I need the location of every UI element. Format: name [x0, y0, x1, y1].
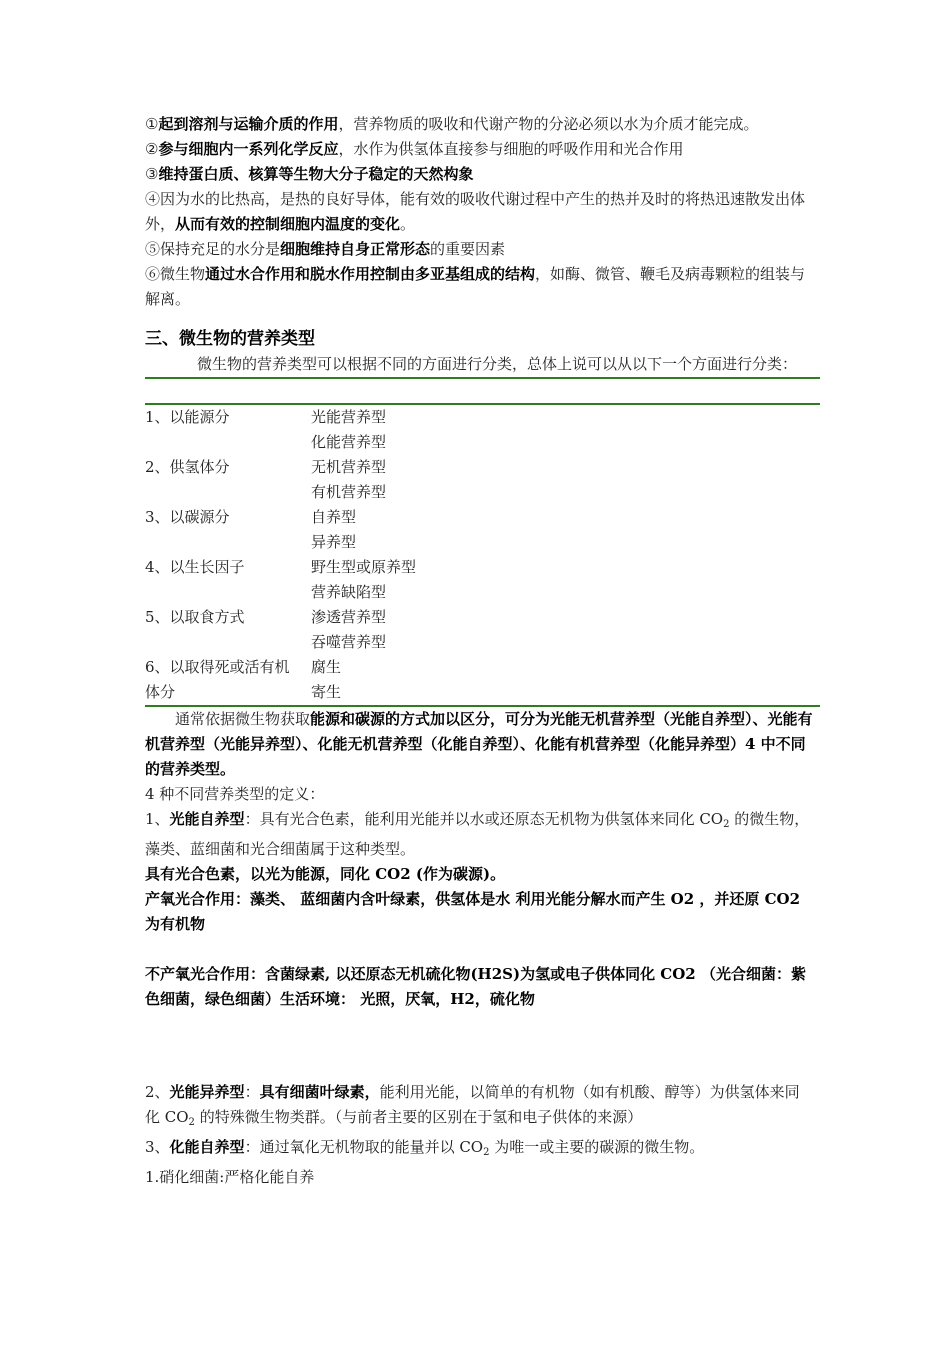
table-criterion: 1、以能源分	[145, 408, 230, 426]
def-text: ：	[244, 1083, 260, 1101]
item-5	[145, 237, 813, 262]
table-row	[145, 605, 820, 655]
definition-3	[145, 1135, 813, 1165]
def-text: ：通过氧化无机物取的能量并以 CO	[244, 1138, 484, 1156]
table-row	[145, 455, 820, 505]
definition-1	[145, 807, 813, 862]
table-types	[311, 505, 820, 555]
item-text: 因为水的比热高，是热的良好导体，能有效的吸收代谢过程中产生的热并及时的将热迅速散发出体外，	[145, 190, 806, 233]
document-page	[145, 112, 813, 1190]
item-3	[145, 162, 813, 187]
table-type-item: 有机营养型	[311, 483, 387, 501]
item-4	[145, 187, 813, 237]
subscript: 2	[483, 1147, 490, 1158]
section-heading: 三、微生物的营养类型	[145, 329, 315, 349]
table-criterion: 3、以碳源分	[145, 508, 230, 526]
summary-paragraph	[145, 707, 813, 782]
table-criterion: 6、以取得死或活有机体分	[145, 658, 290, 701]
table-type-item: 自养型	[311, 508, 357, 526]
def-term: 光能自养型	[169, 810, 245, 828]
table-type-item: 化能营养型	[311, 433, 387, 451]
item-6	[145, 262, 813, 312]
item-text: ，营养物质的吸收和代谢产物的分泌必须以水为介质才能完成。	[338, 115, 759, 133]
item-bold-text: 从而有效的控制细胞内温度的变化	[175, 215, 401, 233]
item-marker: ②	[145, 140, 159, 158]
item-text: 的重要因素	[430, 240, 506, 258]
summary-text: 通常依据微生物获取	[175, 710, 311, 728]
table-types	[311, 605, 820, 655]
bold-line-3	[145, 962, 813, 1012]
table-types	[311, 555, 820, 605]
def-text: 为唯一或主要的碳源的微生物。	[489, 1138, 705, 1156]
item-text: ，水作为供氢体直接参与细胞的呼吸作用和光合作用	[338, 140, 684, 158]
table-type-item: 异养型	[311, 533, 357, 551]
definitions-title: 4 种不同营养类型的定义：	[145, 785, 325, 803]
divider-rule	[145, 377, 820, 379]
item-text: 。	[400, 215, 416, 233]
bold-line-2	[145, 887, 813, 937]
table-criterion: 5、以取食方式	[145, 608, 245, 626]
item-text: 微生物	[160, 265, 206, 283]
table-type-item: 寄生	[311, 683, 342, 701]
def-term: 化能自养型	[169, 1138, 245, 1156]
last-line: 1.硝化细菌:严格化能自养	[145, 1168, 315, 1186]
bold-text: 不产氧光合作用：含菌绿素, 以还原态无机硫化物(H2S)为氢或电子供体同化 CO2 （光合细菌：紫色细菌，绿色细菌）生活环境： 光照，厌氧，H2，硫化物	[145, 965, 806, 1008]
table-row	[145, 555, 820, 605]
item-text: ，如酶、微管、鞭毛及病毒颗粒的组装与解离。	[145, 265, 806, 308]
table-types	[311, 404, 820, 455]
table-type-item: 吞噬营养型	[311, 633, 387, 651]
table-type-item: 野生型或原养型	[311, 558, 417, 576]
section-intro: 微生物的营养类型可以根据不同的方面进行分类，总体上说可以从以下一个方面进行分类：	[197, 355, 798, 373]
table-criterion: 2、供氢体分	[145, 458, 230, 476]
item-2	[145, 137, 813, 162]
table-type-item: 腐生	[311, 658, 342, 676]
item-bold-text: 通过水合作用和脱水作用控制由多亚基组成的结构	[205, 265, 536, 283]
table-type-item: 无机营养型	[311, 458, 387, 476]
def-number: 2、	[145, 1083, 170, 1101]
table-type-item: 营养缺陷型	[311, 583, 387, 601]
item-bold-text: 维持蛋白质、核算等生物大分子稳定的天然构象	[158, 165, 474, 183]
def-text: ：具有光合色素，能利用光能并以水或还原态无机物为供氢体来同化 CO	[244, 810, 724, 828]
item-text: 保持充足的水分是	[160, 240, 281, 258]
table-row	[145, 404, 820, 455]
def-bold-text: 具有细菌叶绿素，	[259, 1083, 380, 1101]
table-type-item: 光能营养型	[311, 408, 387, 426]
def-text: 的特殊微生物类群。（与前者主要的区别在于氢和电子供体的来源）	[194, 1108, 643, 1126]
definition-2	[145, 1080, 813, 1135]
item-bold-text: 起到溶剂与运输介质的作用	[158, 115, 339, 133]
table-row	[145, 505, 820, 555]
item-bold-text: 参与细胞内一系列化学反应	[158, 140, 339, 158]
bold-text: 产氧光合作用：藻类、 蓝细菌内含叶绿素，供氢体是水 利用光能分解水而产生 O2 ，并还原 CO2 为有机物	[145, 890, 801, 933]
table-row	[145, 655, 820, 706]
nutrition-type-table	[145, 403, 820, 707]
item-1	[145, 112, 813, 137]
item-marker: ⑤	[145, 240, 161, 258]
item-marker: ③	[145, 165, 159, 183]
def-text: 的微生物，藻类、蓝细菌和光合细菌属于这种类型。	[145, 810, 810, 858]
subscript: 2	[723, 819, 730, 830]
table-criterion: 4、以生长因子	[145, 558, 245, 576]
summary-bold-text: 能源和碳源的方式加以区分，可分为光能无机营养型（光能自养型）、光能有机营养型（光能异养型）、化能无机营养型（化能自养型）、化能有机营养型（化能异养型）4 中不同的营养类型。	[145, 710, 813, 778]
item-marker: ⑥	[145, 265, 161, 283]
table-types	[311, 455, 820, 505]
bold-text: 具有光合色素，以光为能源，同化 CO2 (作为碳源)。	[145, 865, 506, 883]
item-marker: ①	[145, 115, 159, 133]
item-bold-text: 细胞维持自身正常形态	[280, 240, 431, 258]
def-number: 1、	[145, 810, 170, 828]
def-number: 3、	[145, 1138, 170, 1156]
item-marker: ④	[145, 190, 161, 208]
bold-line-1	[145, 862, 813, 887]
def-text: 能利用光能，以简单的有机物（如有机酸、醇等）为供氢体来同化 CO	[145, 1083, 800, 1126]
table-types	[311, 655, 820, 706]
table-type-item: 渗透营养型	[311, 608, 387, 626]
def-term: 光能异养型	[169, 1083, 245, 1101]
subscript: 2	[188, 1117, 195, 1128]
